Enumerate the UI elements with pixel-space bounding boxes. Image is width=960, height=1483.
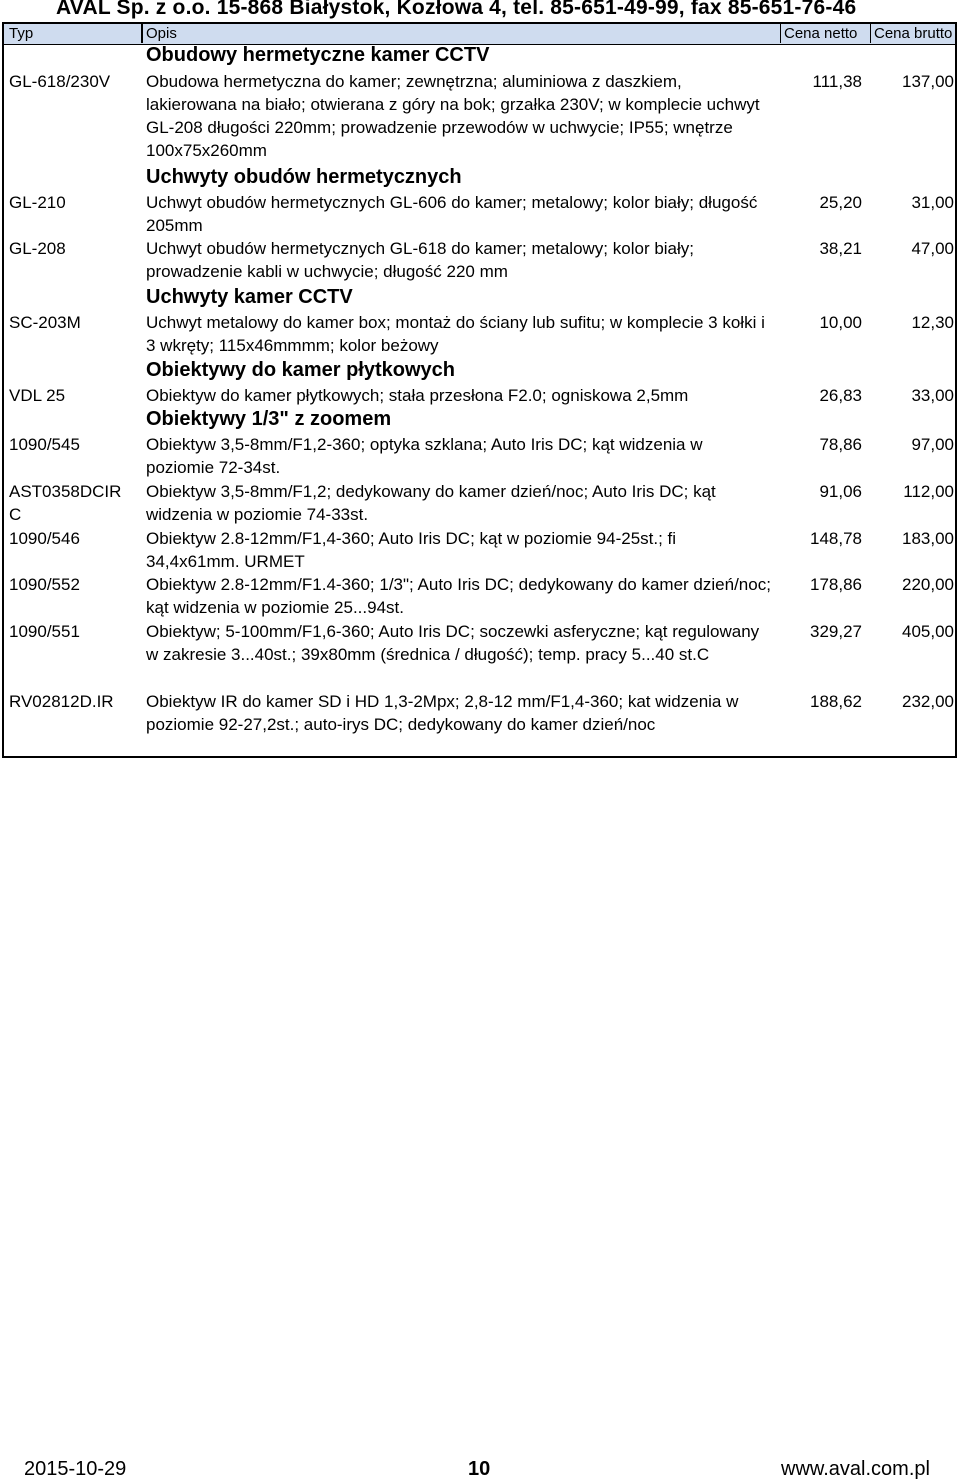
website-link[interactable]: www.aval.com.pl (781, 1458, 930, 1480)
section-title: Uchwyty kamer CCTV (146, 286, 353, 308)
section-title: Obiektywy do kamer płytkowych (146, 359, 455, 381)
price-netto: 26,83 (819, 386, 862, 405)
product-description: Obiektyw IR do kamer SD i HD 1,3-2Mpx; 2,8-12 mm/F1,4-360; kat widzenia w poziomie 92-27,2st.; auto-irys DC; dedykowany do kamer dzień/noc (146, 692, 739, 734)
product-description: Obiektyw 2.8-12mm/F1,4-360; Auto Iris DC; kąt w poziomie 94-25st.; fi 34,4x61mm. URMET (146, 529, 677, 571)
price-netto: 329,27 (810, 622, 862, 641)
price-netto: 148,78 (810, 529, 862, 548)
price-netto: 178,86 (810, 575, 862, 594)
price-netto: 10,00 (819, 313, 862, 332)
product-description: Obiektyw 3,5-8mm/F1,2; dedykowany do kamer dzień/noc; Auto Iris DC; kąt widzenia w poziomie 74-33st. (146, 482, 716, 524)
page-number: 10 (468, 1458, 491, 1480)
price-brutto: 232,00 (902, 692, 954, 711)
price-brutto: 97,00 (911, 435, 954, 454)
price-netto: 78,86 (819, 435, 862, 454)
price-brutto: 112,00 (903, 482, 954, 501)
product-code: AST0358DCIR C (9, 482, 122, 524)
price-brutto: 31,00 (911, 193, 954, 212)
product-code: GL-208 (9, 239, 66, 258)
section-title: Obudowy hermetyczne kamer CCTV (146, 44, 490, 66)
price-netto: 38,21 (819, 239, 862, 258)
price-brutto: 220,00 (902, 575, 954, 594)
product-code: VDL 25 (9, 386, 66, 405)
product-code: SC-203M (9, 313, 81, 332)
price-brutto: 33,00 (911, 386, 954, 405)
product-code: 1090/552 (9, 575, 80, 594)
product-description: Uchwyt metalowy do kamer box; montaż do ściany lub sufitu; w komplecie 3 kołki i 3 wkręty; 115x46mmmm; kolor beżowy (146, 313, 765, 355)
product-code: GL-618/230V (9, 72, 111, 91)
section-title: Uchwyty obudów hermetycznych (146, 166, 462, 188)
product-description: Obudowa hermetyczna do kamer; zewnętrzna; aluminiowa z daszkiem, lakierowana na biało; otwierana z góry na bok; grzałka 230V; w komplecie uchwyt GL-208 długości 220mm; prowadzenie przewodów w uchwycie; IP55; wnętrze 100x75x260mm (146, 72, 760, 160)
price-brutto: 405,00 (902, 622, 954, 641)
price-netto: 25,20 (819, 193, 862, 212)
price-netto: 188,62 (810, 692, 862, 711)
price-netto: 111,38 (812, 72, 862, 91)
product-code: 1090/546 (9, 529, 80, 548)
company-header: AVAL Sp. z o.o. 15-868 Białystok, Kozłowa 4, tel. 85-651-49-99, fax 85-651-76-46 (56, 0, 857, 19)
price-netto: 91,06 (819, 482, 862, 501)
product-code: 1090/551 (9, 622, 80, 641)
product-description: Obiektyw do kamer płytkowych; stała przesłona F2.0; ogniskowa 2,5mm (146, 386, 689, 405)
column-header-netto: Cena netto (784, 25, 858, 42)
column-header-typ: Typ (9, 25, 34, 42)
footer-date: 2015-10-29 (24, 1458, 127, 1480)
product-description: Obiektyw 3,5-8mm/F1,2-360; optyka szklana; Auto Iris DC; kąt widzenia w poziomie 72-34st. (146, 435, 703, 477)
product-code: 1090/545 (9, 435, 80, 454)
price-brutto: 137,00 (902, 72, 954, 91)
price-brutto: 12,30 (911, 313, 954, 332)
column-header-opis: Opis (146, 25, 177, 42)
section-title: Obiektywy 1/3" z zoomem (146, 408, 392, 430)
column-divider (141, 24, 143, 43)
product-code: GL-210 (9, 193, 66, 212)
product-code: RV02812D.IR (9, 692, 114, 711)
product-description: Uchwyt obudów hermetycznych GL-618 do kamer; metalowy; kolor biały; prowadzenie kabli w uchwycie; długość 220 mm (146, 239, 695, 281)
product-description: Uchwyt obudów hermetycznych GL-606 do kamer; metalowy; kolor biały; długość 205mm (146, 193, 758, 235)
product-description: Obiektyw; 5-100mm/F1,6-360; Auto Iris DC; soczewki asferyczne; kąt regulowany w zakresie 3...40st.; 39x80mm (średnica / długość); temp. pracy 5...40 st.C (146, 622, 760, 664)
column-header-brutto: Cena brutto (874, 25, 953, 42)
price-table (2, 22, 957, 758)
table-header (4, 24, 955, 45)
price-brutto: 183,00 (902, 529, 954, 548)
price-brutto: 47,00 (911, 239, 954, 258)
product-description: Obiektyw 2.8-12mm/F1.4-360; 1/3"; Auto Iris DC; dedykowany do kamer dzień/noc; kąt widzenia w poziomie 25...94st. (146, 575, 771, 617)
